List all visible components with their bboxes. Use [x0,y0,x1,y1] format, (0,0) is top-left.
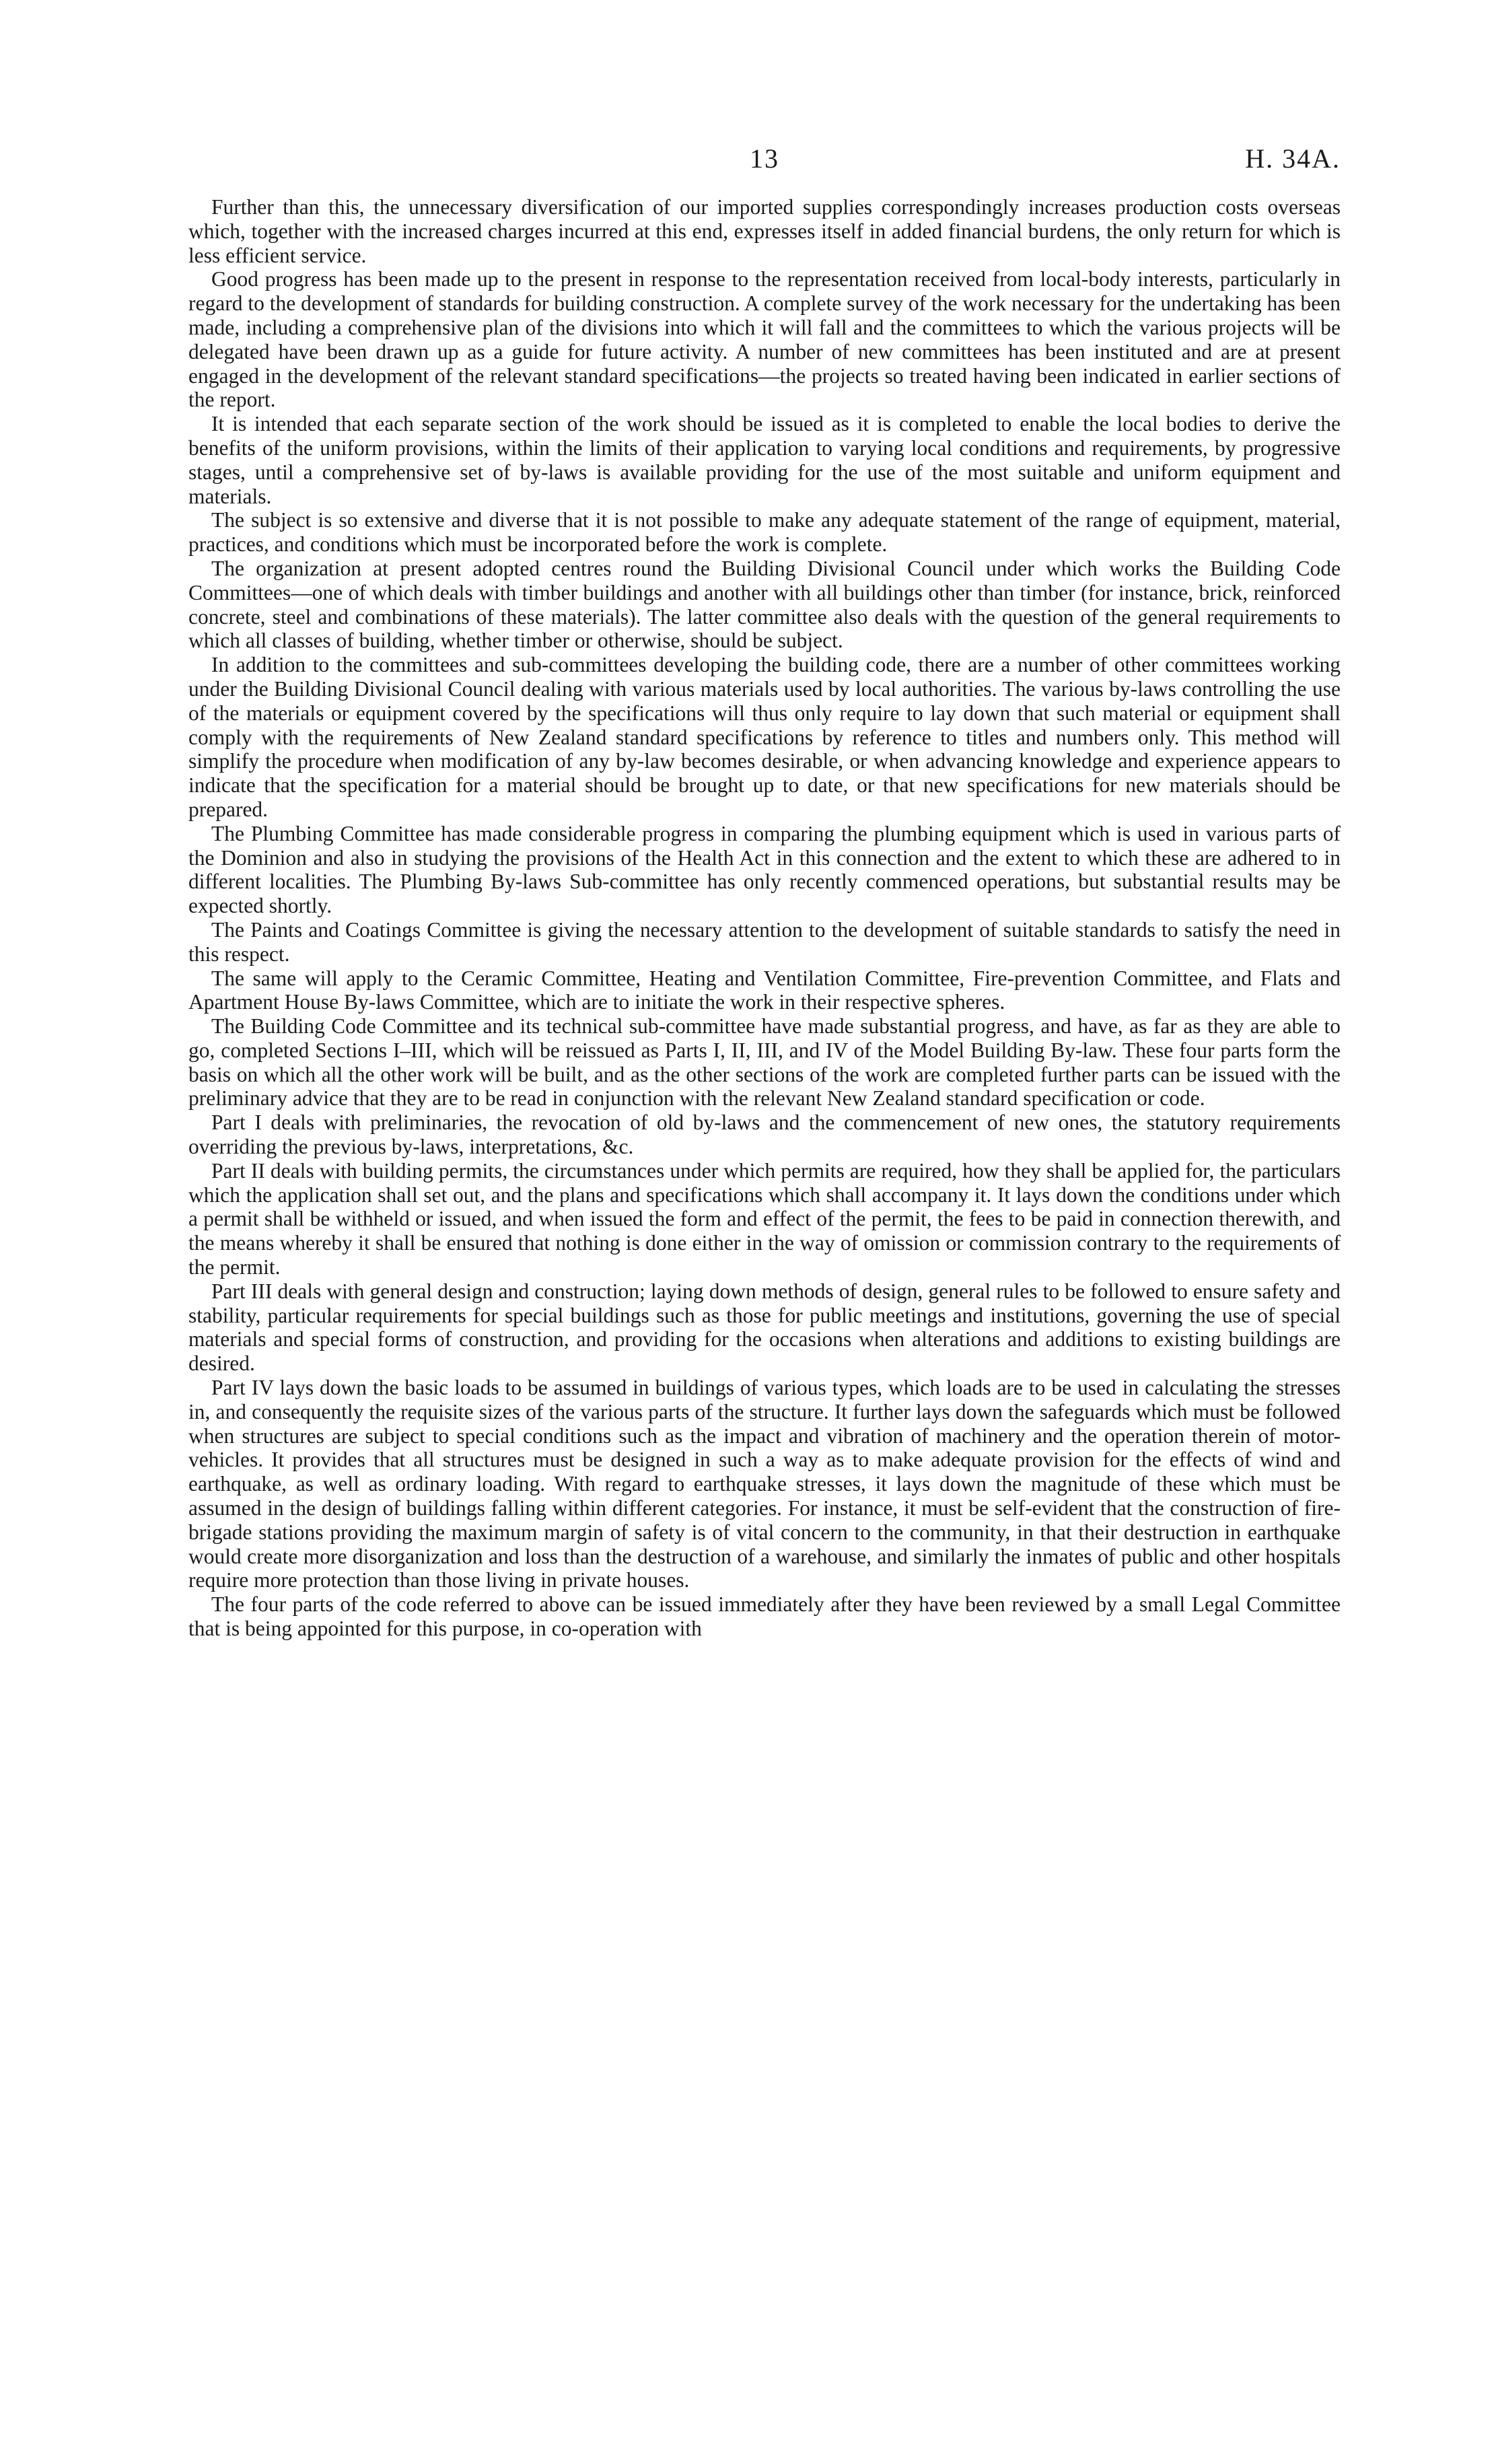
paragraph: Good progress has been made up to the present in response to the representation received from local-body interests, particularly in regard to the development of standards for building construction. A complete survey of the work necessary for the undertaking has been made, including a comprehensive plan of the divisions into which it will fall and the committees to which the various projects will be delegated have been drawn up as a guide for future activity. A number of new committees has been instituted and are at present engaged in the development of the relevant standard specifications—the projects so treated having been indicated in earlier sections of the report. [188,267,1341,412]
paragraph: Part I deals with preliminaries, the revocation of old by-laws and the commencement of new ones, the statutory requirements overriding the previous by-laws, interpretations, &c. [188,1111,1341,1159]
paragraph: In addition to the committees and sub-committees developing the building code, there are a number of other committees working under the Building Divisional Council dealing with various materials used by local authorities. The various by-laws controlling the use of the materials or equipment covered by the specifications will thus only require to lay down that such material or equipment shall comply with the requirements of New Zealand standard specifications by reference to titles and numbers only. This method will simplify the procedure when modification of any by-law becomes desirable, or when advancing knowledge and experience appears to indicate that the specification for a material should be brought up to date, or that new specifications for new materials should be prepared. [188,653,1341,821]
paragraph: Part II deals with building permits, the circumstances under which permits are required, how they shall be applied for, the particulars which the application shall set out, and the plans and specifications which shall accompany it. It lays down the conditions under which a permit shall be withheld or issued, and when issued the form and effect of the permit, the fees to be paid in connection therewith, and the means whereby it shall be ensured that nothing is done either in the way of omission or commission contrary to the requirements of the permit. [188,1158,1341,1279]
body-text [188,195,1341,1641]
paragraph: Part III deals with general design and construction; laying down methods of design, general rules to be followed to ensure safety and stability, particular requirements for special buildings such as those for public meetings and institutions, governing the use of special materials and special forms of construction, and providing for the occasions when alterations and additions to existing buildings are desired. [188,1279,1341,1376]
document-page [188,143,1341,1641]
document-reference: H. 34A. [1245,143,1341,174]
paragraph: The Paints and Coatings Committee is giving the necessary attention to the development of suitable standards to satisfy the need in this respect. [188,917,1341,966]
paragraph: The organization at present adopted centres round the Building Divisional Council under which works the Building Code Committees—one of which deals with timber buildings and another with all buildings other than timber (for instance, brick, reinforced concrete, steel and combinations of these materials). The latter committee also deals with the question of the general requirements to which all classes of building, whether timber or otherwise, should be subject. [188,556,1341,653]
paragraph: The same will apply to the Ceramic Committee, Heating and Ventilation Committee, Fire-prevention Committee, and Flats and Apartment House By-laws Committee, which are to initiate the work in their respective spheres. [188,966,1341,1014]
paragraph: Further than this, the unnecessary diversification of our imported supplies correspondingly increases production costs overseas which, together with the increased charges incurred at this end, expresses itself in added financial burdens, the only return for which is less efficient service. [188,195,1341,267]
page-number: 13 [750,143,779,174]
paragraph: The subject is so extensive and diverse that it is not possible to make any adequate statement of the range of equipment, material, practices, and conditions which must be incorporated before the work is complete. [188,508,1341,557]
paragraph: The Plumbing Committee has made considerable progress in comparing the plumbing equipment which is used in various parts of the Dominion and also in studying the provisions of the Health Act in this connection and the extent to which these are adhered to in different localities. The Plumbing By-laws Sub-committee has only recently commenced operations, but substantial results may be expected shortly. [188,821,1341,918]
page-header [188,143,1341,183]
paragraph: It is intended that each separate section of the work should be issued as it is completed to enable the local bodies to derive the benefits of the uniform provisions, within the limits of their application to varying local conditions and requirements, by progressive stages, until a comprehensive set of by-laws is available providing for the use of the most suitable and uniform equipment and materials. [188,412,1341,508]
paragraph: The four parts of the code referred to above can be issued immediately after they have been reviewed by a small Legal Committee that is being appointed for this purpose, in co-operation with [188,1592,1341,1641]
paragraph: Part IV lays down the basic loads to be assumed in buildings of various types, which loads are to be used in calculating the stresses in, and consequently the requisite sizes of the various parts of the structure. It further lays down the safeguards which must be followed when structures are subject to special conditions such as the impact and vibration of machinery and the operation therein of motor-vehicles. It provides that all structures must be designed in such a way as to make adequate provision for the effects of wind and earthquake, as well as ordinary loading. With regard to earthquake stresses, it lays down the magnitude of these which must be assumed in the design of buildings falling within different categories. For instance, it must be self-evident that the construction of fire-brigade stations providing the maximum margin of safety is of vital concern to the community, in that their destruction in earthquake would create more disorganization and loss than the destruction of a warehouse, and similarly the inmates of public and other hospitals require more protection than those living in private houses. [188,1376,1341,1592]
paragraph: The Building Code Committee and its technical sub-committee have made substantial progress, and have, as far as they are able to go, completed Sections I–III, which will be reissued as Parts I, II, III, and IV of the Model Building By-law. These four parts form the basis on which all the other work will be built, and as the other sections of the work are completed further parts can be issued with the preliminary advice that they are to be read in conjunction with the relevant New Zealand standard specification or code. [188,1014,1341,1111]
